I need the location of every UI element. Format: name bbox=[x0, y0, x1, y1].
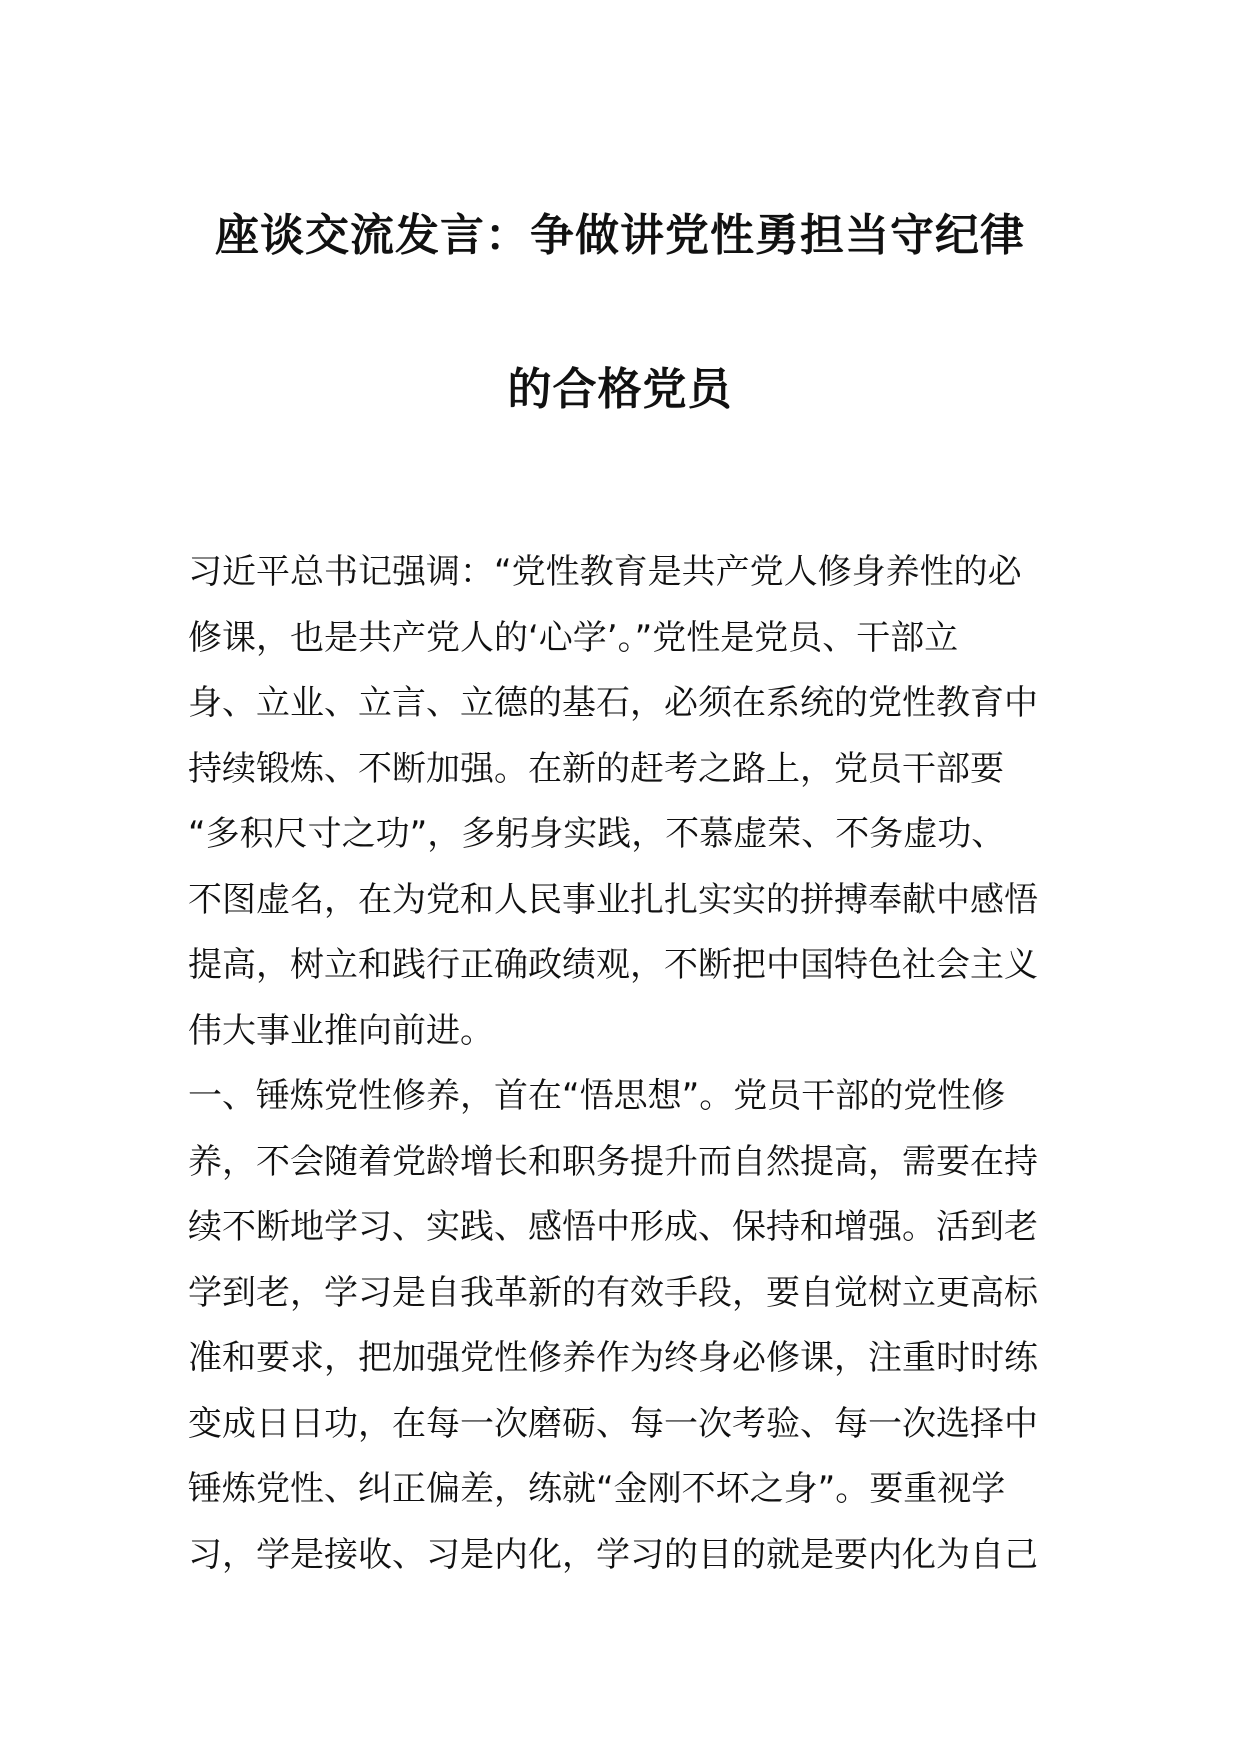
body-line: 变成日日功，在每一次磨砺、每一次考验、每一次选择中 bbox=[188, 1403, 1038, 1444]
document-body bbox=[188, 540, 1060, 1588]
body-line: 伟大事业推向前进。 bbox=[188, 1010, 494, 1051]
body-line: 修课，也是共产党人的‘心学’。”党性是党员、干部立 bbox=[188, 617, 959, 658]
document-title-line-1: 座谈交流发言：争做讲党性勇担当守纪律 bbox=[215, 210, 1025, 261]
body-line: “多积尺寸之功”，多躬身实践，不慕虚荣、不务虚功、 bbox=[188, 814, 1006, 854]
body-line: 提高，树立和践行正确政绩观，不断把中国特色社会主义 bbox=[188, 945, 1038, 985]
body-line: 锤炼党性、纠正偏差，练就“金刚不坏之身”。要重视学 bbox=[188, 1469, 1006, 1509]
body-line: 一、锤炼党性修养，首在“悟思想”。党员干部的党性修 bbox=[188, 1076, 1006, 1116]
body-line: 续不断地学习、实践、感悟中形成、保持和增强。活到老 bbox=[188, 1207, 1038, 1247]
body-line: 身、立业、立言、立德的基石，必须在系统的党性教育中 bbox=[188, 683, 1038, 723]
body-line: 不图虚名，在为党和人民事业扎扎实实的拼搏奉献中感悟 bbox=[188, 879, 1038, 920]
body-line: 习近平总书记强调：“党性教育是共产党人修身养性的必 bbox=[188, 552, 1022, 592]
body-line: 准和要求，把加强党性修养作为终身必修课，注重时时练 bbox=[188, 1338, 1038, 1378]
body-line: 学到老，学习是自我革新的有效手段，要自觉树立更高标 bbox=[188, 1272, 1038, 1313]
body-line: 养，不会随着党龄增长和职务提升而自然提高，需要在持 bbox=[188, 1141, 1038, 1182]
body-line: 习，学是接收、习是内化，学习的目的就是要内化为自己 bbox=[188, 1534, 1038, 1575]
body-line: 持续锻炼、不断加强。在新的赶考之路上，党员干部要 bbox=[188, 748, 1004, 789]
document-title-line-2: 的合格党员 bbox=[507, 364, 733, 415]
